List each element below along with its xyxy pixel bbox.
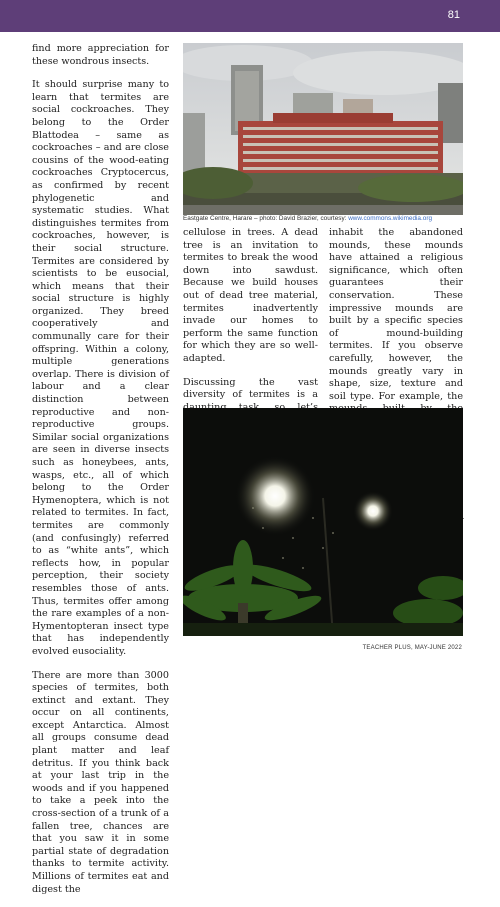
caption-credit: – photo: David Brazier, courtesy: (252, 215, 349, 222)
photo-caption (183, 215, 468, 222)
eastgate-centre-photo (183, 43, 463, 215)
paragraph: Discussing the vast diversity of termites is a (183, 376, 318, 401)
night-swarm-photo (183, 408, 463, 636)
street-lamp-image (183, 408, 463, 636)
paragraph: There are more than 3000 species of termites, both extinct and extant. They occur on all continents, except Antarctica. Almost all groups consume dead plant matter and leaf detritus. If you think back at your last trip in the woods and if you happened to take a peek into the cross-section of a trunk of a fallen tree, chances are that you saw it in some partial state of degradation thanks to termite activity. Millions of termites eat and digest the (32, 669, 169, 895)
caption-title: Eastgate Centre, Harare (183, 215, 253, 222)
paragraph: cellulose in trees. A dead tree is an invitation to termites to break the wood down into sawdust. Because we build houses out of dead tree material, termites inadvertently invade our homes to perform the same function for which they are so well-adapted. (183, 227, 318, 364)
header-bar (0, 0, 500, 32)
caption-link[interactable]: www.commons.wikimedia.org (348, 215, 432, 222)
article-column-1 (32, 43, 169, 907)
paragraph: inhabit the abandoned mounds, these mounds have attained a religious significance, which often guarantees their conservation. These impressive mounds are built by a specific species of mound-building termites. If you observe carefully, however, the mounds greatly vary in shape, size, texture and soil type. For example, the (329, 227, 463, 402)
paragraph: find more appreciation for these wondrous insects. (32, 43, 169, 67)
page-number: 81 (447, 9, 460, 21)
paragraph: It should surprise many to learn that termites are social cockroaches. They belong to the Order Blattodea – same as cockroaches – and are close cousins of the wood-eating cockroaches Cryptocercus, as confirmed by recent phylogenetic and systematic studies. What distinguishes termites from cockroaches, however, is their social structure. Termites are considered by scientists to be eusocial, which means that their social structure is highly organized. They breed cooperatively and communally care for their offspring. Within a colony, multiple generations overlap. There is division of labour and a clear distinction between reproductive and non-reproductive groups. Similar social organizations are seen in diverse insects such as honeybees, ants, wasps, etc., all of which belong to the Order Hymenoptera, which is not related to termites. In fact, termites are commonly (and confusingly) referred to as “white ants”, which reflects how, in popular perception, their society resembles those of ants. Thus, termites offer among the rare examples of a non-Hymentopteran insect type that has independently evolved eusociality. (32, 79, 169, 657)
footer-publication: TEACHER PLUS, MAY-JUNE 2022 (362, 645, 462, 651)
city-skyline-image (183, 43, 463, 215)
